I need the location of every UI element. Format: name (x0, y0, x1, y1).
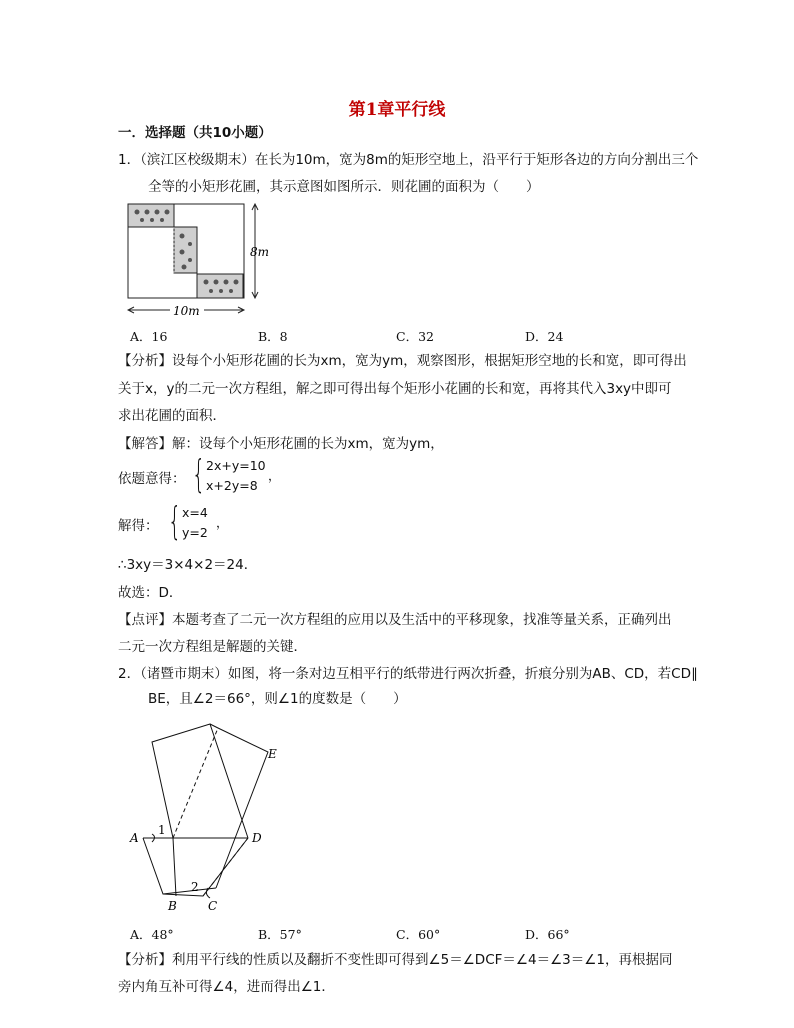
q1-analysis-line2: 关于x，y的二元一次方程组，解之即可得出每个矩形小花圃的长和宽，再将其代入3xy中即可 (118, 381, 672, 397)
q2-option-b[interactable]: B．57° (258, 927, 302, 942)
eq-label: 依题意得： (118, 471, 186, 487)
flowerbed-3 (197, 274, 243, 298)
sol-label: 解得： (118, 518, 159, 534)
q1-option-c[interactable]: C．32 (396, 329, 434, 344)
eq-line1: 2x+y=10 (206, 458, 266, 473)
label-angle-2: 2 (191, 880, 199, 894)
q1-solution-line1: 【解答】解：设每个小矩形花圃的长为xm，宽为ym， (118, 436, 444, 452)
q1-option-a[interactable]: A．16 (130, 329, 168, 344)
label-E: E (268, 747, 277, 761)
q1-comment-line2: 二元一次方程组是解题的关键． (118, 639, 307, 655)
q1-choice: 故选：D． (118, 585, 183, 601)
q1-solution-system: 解得： { x=4 y=2 ， (118, 499, 229, 543)
q2-analysis-line2: 旁内角互补可得∠4，进而得出∠1． (118, 979, 335, 995)
q1-options (130, 327, 690, 345)
q1-option-b[interactable]: B．8 (258, 329, 288, 344)
q2-stem-line2: BE，且∠2＝66°，则∠1的度数是（ ） (148, 691, 407, 707)
q2-figure (120, 718, 300, 918)
crease-dash-1 (173, 728, 218, 838)
q2-option-c[interactable]: C．60° (396, 927, 441, 942)
sol-brace: { (168, 499, 182, 543)
q1-stem-line2: 全等的小矩形花圃，其示意图如图所示．则花圃的面积为（ ） (148, 179, 540, 195)
width-label: 10m (173, 304, 200, 318)
q1-analysis-line3: 求出花圃的面积． (118, 408, 226, 424)
eq-line2: x+2y=8 (206, 478, 258, 493)
q1-stem-line1: 1．（滨江区校级期末）在长为10m，宽为8m的矩形空地上，沿平行于矩形各边的方向分割出三个 (118, 152, 699, 168)
sol-line1: x=4 (182, 505, 208, 520)
q2-analysis-line1: 【分析】利用平行线的性质以及翻折不变性即可得到∠5＝∠DCF＝∠4＝∠3＝∠1，再根据同 (118, 952, 673, 968)
q1-result: ∴3xy＝3×4×2＝24． (118, 557, 258, 573)
label-C: C (208, 899, 218, 913)
q2-stem-line1: 2．（诸暨市期末）如图，将一条对边互相平行的纸带进行两次折叠，折痕分别为AB、CD，若CD∥ (118, 666, 698, 682)
q1-comment-line1: 【点评】本题考查了二元一次方程组的应用以及生活中的平移现象，找准等量关系，正确列出 (118, 612, 672, 628)
height-label: 8m (250, 245, 270, 259)
q2-options (130, 925, 690, 943)
sol-line2: y=2 (182, 525, 208, 540)
q1-option-d[interactable]: D．24 (525, 329, 564, 344)
eq-brace: { (192, 452, 206, 496)
strip-upper-left (152, 724, 248, 838)
q1-equation-system: 依题意得： { 2x+y=10 x+2y=8 ， (118, 452, 281, 496)
page-title: 第1章平行线 (348, 100, 446, 120)
q2-option-d[interactable]: D．66° (525, 927, 570, 942)
label-A: A (130, 831, 139, 845)
flowerbed-1 (128, 204, 174, 227)
label-angle-1: 1 (158, 823, 166, 837)
q1-analysis-line1: 【分析】设每个小矩形花圃的长为xm，宽为ym，观察图形，根据矩形空地的长和宽，即可得出 (118, 353, 687, 369)
q1-figure (120, 200, 280, 320)
label-B: B (168, 899, 177, 913)
label-D: D (252, 831, 262, 845)
section-heading: 一．选择题（共10小题） (118, 125, 272, 141)
q2-option-a[interactable]: A．48° (130, 927, 174, 942)
